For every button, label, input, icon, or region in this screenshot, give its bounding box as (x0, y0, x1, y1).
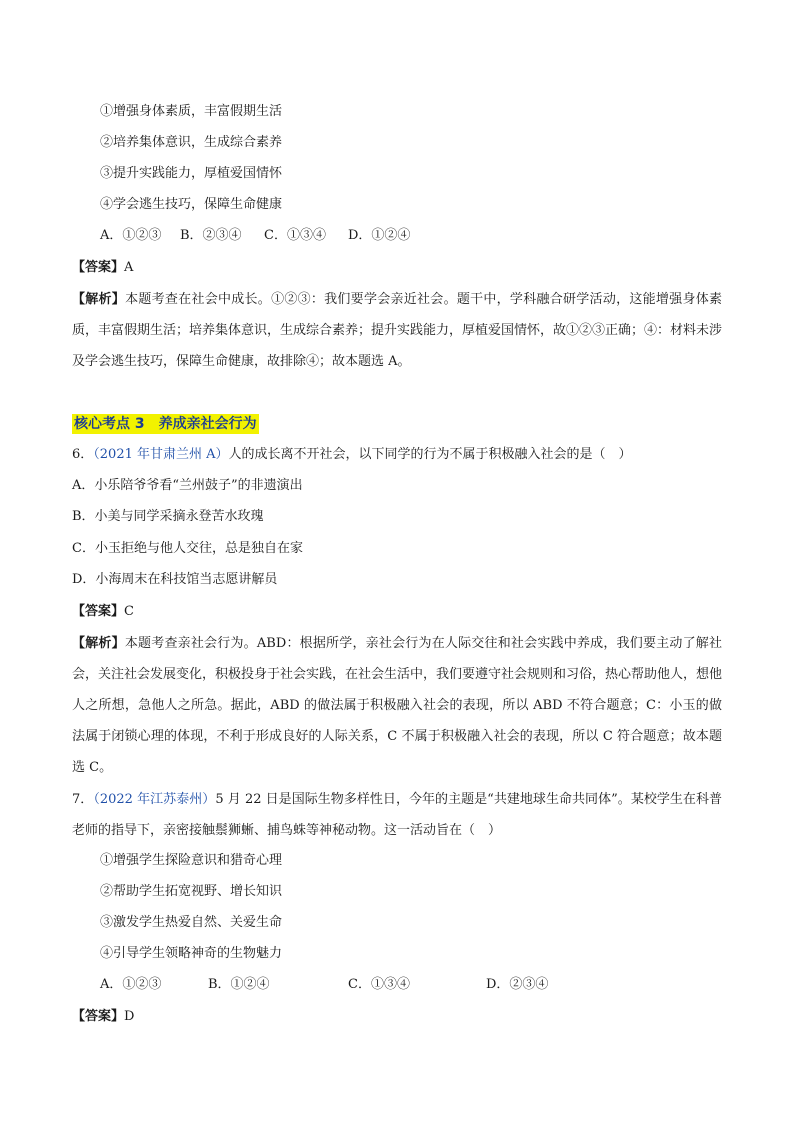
q7-answer (72, 1008, 134, 1026)
q6-choice-c: C．小玉拒绝与他人交往，总是独自在家 (72, 541, 303, 556)
answer-value: A (124, 260, 134, 275)
q6-source: （2021 年甘肃兰州 A） (93, 447, 229, 462)
q5-choice-b: B．②③④ (180, 228, 242, 243)
q7-choices (100, 976, 548, 994)
q5-option-3: ③提升实践能力，厚植爱国情怀 (100, 166, 283, 181)
q7-option-4: ④引导学生领略神奇的生物魅力 (100, 946, 283, 961)
q5-option-1: ①增强身体素质，丰富假期生活 (100, 104, 283, 119)
q6-analysis (72, 628, 722, 783)
q5-analysis (72, 284, 722, 377)
q7-choice-b: B．①②④ (208, 977, 270, 992)
q6-answer (72, 603, 134, 621)
q7-option-2: ②帮助学生拓宽视野、增长知识 (100, 884, 283, 899)
answer-value: C (124, 604, 134, 619)
q7-number: 7． (72, 792, 94, 807)
analysis-label: 【解析】 (72, 292, 126, 307)
q5-choice-c: C．①③④ (264, 228, 326, 243)
q5-choice-d: D．①②④ (348, 228, 411, 243)
answer-value: D (124, 1009, 135, 1024)
q5-answer (72, 259, 133, 277)
q5-option-4: ④学会逃生技巧，保障生命健康 (100, 197, 283, 212)
q7-stem-text: 5 月 22 日是国际生物多样性日，今年的主题是“共建地球生命共同体”。某校学生在科普老师的指导下，亲密接触鬃狮蜥、捕鸟蛛等神秘动物。这一活动旨在（ ） (72, 792, 722, 838)
answer-label: 【答案】 (72, 604, 125, 619)
q5-option-2: ②培养集体意识，生成综合素养 (100, 135, 283, 150)
q7-choice-a: A．①②③ (100, 977, 162, 992)
q6-stem (72, 446, 632, 464)
q6-stem-text: 人的成长离不开社会，以下同学的行为不属于积极融入社会的是（ ） (228, 447, 632, 462)
q7-choice-c: C．①③④ (348, 977, 410, 992)
q7-option-3: ③激发学生热爱自然、关爱生命 (100, 915, 283, 930)
q6-choice-b: B．小美与同学采摘永登苦水玫瑰 (72, 509, 264, 524)
q7-source: （2022 年江苏泰州） (93, 792, 216, 807)
q6-number: 6． (72, 447, 94, 462)
analysis-label: 【解析】 (72, 636, 125, 651)
q7-choice-d: D．②③④ (486, 977, 549, 992)
analysis-text: 本题考查在社会中成长。①②③：我们要学会亲近社会。题干中，学科融合研学活动，这能增强身体素质，丰富假期生活；培养集体意识，生成综合素养；提升实践能力，厚植爱国情怀，故①②③正确；④：材料未涉及学会逃生技巧，保障生命健康，故排除④；故本题选 A。 (72, 292, 723, 369)
section-heading: 核心考点 3 养成亲社会行为 (74, 416, 257, 432)
answer-label: 【答案】 (72, 1009, 125, 1024)
q7-stem (72, 784, 722, 846)
q7-option-1: ①增强学生探险意识和猎奇心理 (100, 853, 283, 868)
q5-choices (100, 227, 410, 245)
q5-choice-a: A．①②③ (100, 228, 162, 243)
q6-choice-a: A．小乐陪爷爷看“兰州鼓子”的非遗演出 (72, 478, 303, 493)
answer-label: 【答案】 (72, 260, 125, 275)
q6-choice-d: D．小海周末在科技馆当志愿讲解员 (72, 572, 278, 587)
analysis-text: 本题考查亲社会行为。ABD：根据所学，亲社会行为在人际交往和社会实践中养成，我们要主动了解社会，关注社会发展变化，积极投身于社会实践，在社会生活中，我们要遵守社会规则和习俗，热心帮助他人，想他人之所想，急他人之所急。据此，ABD 的做法属于积极融入社会的表现，所以 ABD 不符合题意；C：小玉的做法属于闭锁心理的体现，不利于形成良好的人际关系，C 不属于积极融入社会的表现，所以 C 符合题意；故本题选 C。 (72, 636, 723, 775)
